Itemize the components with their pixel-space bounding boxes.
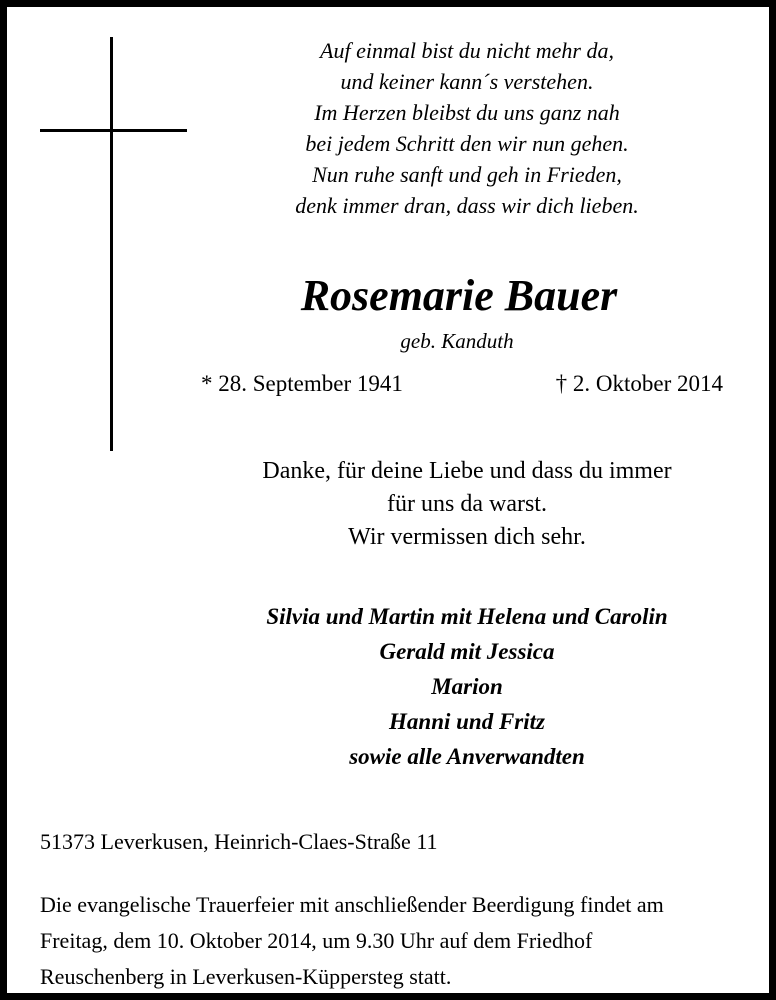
funeral-details	[40, 887, 760, 995]
thanks-line: Danke, für deine Liebe und dass du immer	[262, 458, 672, 484]
memorial-poem	[262, 35, 672, 221]
poem-line: bei jedem Schritt den wir nun gehen.	[305, 131, 629, 156]
cross-horizontal-bar	[40, 129, 187, 132]
cross-vertical-bar	[110, 37, 113, 451]
poem-line: Nun ruhe sanft und geh in Frieden,	[312, 162, 622, 187]
death-date: † 2. Oktober 2014	[555, 371, 723, 396]
birth-date: * 28. September 1941	[201, 371, 403, 396]
mourner-line: Silvia und Martin mit Helena und Carolin	[266, 604, 668, 629]
poem-line: Im Herzen bleibst du uns ganz nah	[314, 100, 620, 125]
thanks-line: für uns da warst.	[387, 491, 547, 517]
poem-line: und keiner kann´s verstehen.	[340, 69, 594, 94]
mourner-line: Marion	[431, 674, 503, 699]
maiden-name: geb. Kanduth	[400, 329, 514, 353]
mourner-line: sowie alle Anverwandten	[349, 744, 585, 769]
mourner-line: Hanni und Fritz	[389, 709, 545, 734]
poem-line: denk immer dran, dass wir dich lieben.	[295, 193, 639, 218]
funeral-line: Die evangelische Trauerfeier mit anschließender Beerdigung findet am	[40, 892, 664, 917]
funeral-line: Freitag, dem 10. Oktober 2014, um 9.30 Uhr auf dem Friedhof	[40, 928, 593, 953]
mourners-list	[167, 599, 767, 774]
thanks-message	[167, 455, 767, 554]
mourner-line: Gerald mit Jessica	[379, 639, 555, 664]
funeral-line: Reuschenberg in Leverkusen-Küppersteg statt.	[40, 964, 452, 989]
family-address: 51373 Leverkusen, Heinrich-Claes-Straße 11	[40, 829, 438, 854]
deceased-name: Rosemarie Bauer	[300, 271, 618, 320]
poem-line: Auf einmal bist du nicht mehr da,	[320, 38, 614, 63]
thanks-line: Wir vermissen dich sehr.	[348, 524, 586, 550]
